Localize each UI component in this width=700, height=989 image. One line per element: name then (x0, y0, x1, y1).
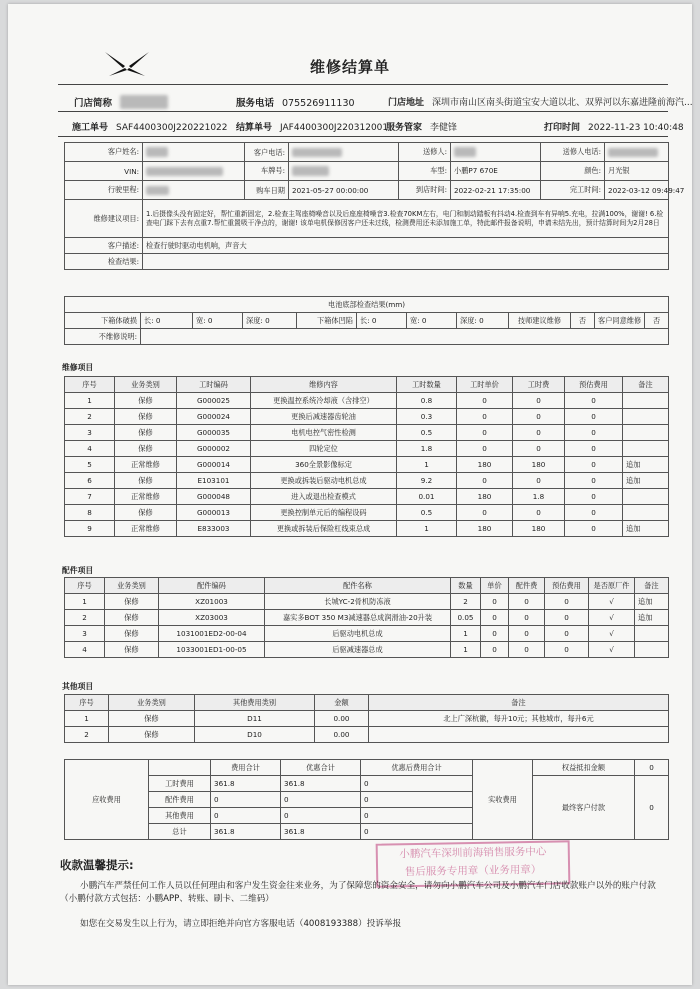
parts-cell: 0 (509, 626, 545, 642)
finish-time-value: 2022-03-12 09:49:47 (605, 181, 669, 200)
parts-section-title: 配件项目 (62, 566, 94, 575)
notice-paragraph-1: 小鹏汽车严禁任何工作人员以任何理由和客户发生资金往来业务，为了保障您的资金安全，请勿向小鹏汽车公司及小鹏汽车门店收款账户以外的账户付款（小鹏付款方式包括：小鹏APP、转账、刷卡、二维码） (60, 881, 656, 904)
labor-cell (623, 409, 669, 425)
other-fee-total: 0 (211, 808, 281, 824)
plate-value (292, 166, 329, 176)
other-fee-discount: 0 (281, 808, 361, 824)
labor-row (65, 409, 669, 425)
labor-cell: 1 (65, 393, 115, 409)
labor-cell: G000014 (177, 457, 251, 473)
parts-cell (635, 642, 669, 658)
parts-cell: 后驱动电机总成 (265, 626, 451, 642)
damage-wide: 0 (207, 315, 213, 325)
customer-info-table (64, 142, 685, 270)
parts-cell: √ (589, 610, 635, 626)
tech-suggest-label: 技师建议维修 (509, 313, 571, 329)
labor-cell: 0 (513, 409, 565, 425)
mileage-label: 行驶里程: (65, 181, 143, 200)
arrive-time-label: 到店时间: (399, 181, 451, 200)
labor-cell: 1 (397, 521, 457, 537)
other-fee-after: 0 (361, 808, 473, 824)
labor-cell: 追加 (623, 457, 669, 473)
labor-cell: 保修 (115, 473, 177, 489)
labor-cell: 2 (65, 409, 115, 425)
labor-cell: 3 (65, 425, 115, 441)
other-cell: 北上广深杭徽，每升10元；其他城市，每升6元 (369, 711, 669, 727)
parts-cell: 后驱减速器总成 (265, 642, 451, 658)
labor-cell: 更换温控系统冷却液（含排空） (251, 393, 397, 409)
labor-cell: G000002 (177, 441, 251, 457)
labor-cell: 保修 (115, 441, 177, 457)
parts-cell: 1 (65, 594, 105, 610)
labor-header: 工时数量 (397, 377, 457, 393)
labor-table (64, 376, 669, 537)
parts-cell: 保修 (105, 594, 159, 610)
parts-header: 序号 (65, 578, 105, 594)
labor-cell: 1 (397, 457, 457, 473)
parts-header: 单价 (481, 578, 509, 594)
labor-cell: 0 (457, 393, 513, 409)
damage-long: 0 (155, 315, 161, 325)
labor-cell: 0.01 (397, 489, 457, 505)
labor-cell: G000025 (177, 393, 251, 409)
labor-cell: 0 (565, 473, 623, 489)
labor-cell (623, 425, 669, 441)
labor-cell: 180 (513, 457, 565, 473)
other-cell: 保修 (109, 711, 195, 727)
parts-cell: 1033001ED1-00-05 (159, 642, 265, 658)
parts-cell: 长城YC-2骨机防冻液 (265, 594, 451, 610)
vin-label: VIN: (65, 162, 143, 181)
parts-cell: 保修 (105, 626, 159, 642)
labor-cell: 0 (513, 473, 565, 489)
settlement-no-label: 结算单号 (236, 123, 273, 133)
parts-row (65, 642, 669, 658)
sender-phone-label: 送修人电话: (541, 143, 605, 162)
labor-header: 维修内容 (251, 377, 397, 393)
stamp-line-1: 小鹏汽车深圳前海销售服务中心 (399, 845, 547, 861)
dent-wide-label: 宽: (410, 315, 420, 325)
tech-suggest-value: 否 (571, 313, 595, 329)
customer-agree-value: 否 (645, 313, 669, 329)
dent-long: 0 (371, 315, 377, 325)
battery-check-table (64, 296, 669, 345)
sender-phone (608, 148, 658, 157)
labor-section-title: 维修项目 (62, 363, 94, 372)
divider (58, 84, 668, 85)
labor-fee-label: 工时费用 (149, 776, 211, 792)
labor-cell: 更换控制单元后的编程设码 (251, 505, 397, 521)
work-order-no: SAF4400300J220221022 (116, 123, 228, 133)
col-after-discount: 优惠后费用合计 (361, 760, 473, 776)
vin-value (146, 167, 223, 176)
battery-damage-label: 下箱体破损 (65, 313, 141, 329)
parts-fee-discount: 0 (281, 792, 361, 808)
labor-cell: 0 (565, 441, 623, 457)
labor-cell: 0 (565, 457, 623, 473)
parts-cell: √ (589, 594, 635, 610)
parts-row (65, 594, 669, 610)
labor-row (65, 521, 669, 537)
parts-cell: √ (589, 642, 635, 658)
dent-long-label: 长: (360, 315, 370, 325)
labor-cell: 0 (457, 441, 513, 457)
customer-desc-label: 客户描述: (65, 238, 143, 254)
labor-cell: 正常维修 (115, 489, 177, 505)
other-cell: D10 (195, 727, 315, 743)
parts-fee-after: 0 (361, 792, 473, 808)
parts-header: 数量 (451, 578, 481, 594)
parts-cell: 保修 (105, 642, 159, 658)
labor-row (65, 457, 669, 473)
final-payment-label: 最终客户付款 (533, 776, 635, 840)
labor-cell: 0 (513, 505, 565, 521)
parts-row (65, 610, 669, 626)
suggestion-text: 1.后摄像头没有固定好，帮忙重新固定，2.检查主驾座椅噪音以及后座座椅噪音3.检查70KM左右，电门和制动踏板有抖动4.检查到车有异响5.充电，拉满100%，谢谢! 6.检查电门踩下去有点重7.帮忙重置吸干净点的，谢谢! 该单电机保修因客户还未过线，检测费用还未添加施工单，特此邮件报备说明，申请未结先出，预计结算时间为2月28日 (143, 200, 669, 238)
parts-cell: 0 (509, 594, 545, 610)
parts-cell: 追加 (635, 610, 669, 626)
other-row (65, 727, 669, 743)
labor-cell: 0 (457, 505, 513, 521)
customer-desc-text: 检查行驶时驱动电机响，声音大 (143, 238, 669, 254)
labor-cell: 9 (65, 521, 115, 537)
parts-fee-total: 0 (211, 792, 281, 808)
labor-cell: E833003 (177, 521, 251, 537)
mileage-value (146, 186, 169, 195)
labor-cell: 更换后减速器齿轮油 (251, 409, 397, 425)
parts-cell: 2 (65, 610, 105, 626)
labor-cell: 正常维修 (115, 521, 177, 537)
labor-cell: 更换或拆装后驱动电机总成 (251, 473, 397, 489)
labor-cell: 正常维修 (115, 457, 177, 473)
labor-fee-discount: 361.8 (281, 776, 361, 792)
labor-header: 工时编码 (177, 377, 251, 393)
labor-cell: 保修 (115, 393, 177, 409)
grand-after: 0 (361, 824, 473, 840)
labor-cell: 0 (565, 521, 623, 537)
battery-title: 电池底部检查结果(mm) (65, 297, 669, 313)
store-name (120, 95, 168, 109)
grand-discount: 361.8 (281, 824, 361, 840)
labor-header: 业务类别 (115, 377, 177, 393)
advisor-name: 李健锋 (430, 123, 458, 133)
sender-label: 送修人: (399, 143, 451, 162)
notice-paragraph-2: 如您在交易发生以上行为，请立即拒绝并向官方客服电话（4008193388）投诉举报 (80, 919, 402, 929)
parts-cell: 0.05 (451, 610, 481, 626)
labor-cell: 5 (65, 457, 115, 473)
parts-cell: 保修 (105, 610, 159, 626)
parts-cell: 0 (509, 642, 545, 658)
grand-total-label: 总计 (149, 824, 211, 840)
labor-cell: 4 (65, 441, 115, 457)
col-total: 费用合计 (211, 760, 281, 776)
dent-deep-label: 深度: (460, 315, 477, 325)
other-cell: 2 (65, 727, 109, 743)
labor-row (65, 473, 669, 489)
labor-cell: 6 (65, 473, 115, 489)
parts-cell: 0 (545, 594, 589, 610)
labor-cell: 0 (565, 489, 623, 505)
settlement-no: JAF4400300J220312001 (280, 123, 389, 133)
work-order-label: 施工单号 (72, 123, 109, 133)
other-header: 其他费用类别 (195, 695, 315, 711)
arrive-time-value: 2022-02-21 17:35:00 (451, 181, 541, 200)
parts-header: 是否原厂件 (589, 578, 635, 594)
labor-fee-after: 0 (361, 776, 473, 792)
labor-cell: 0.5 (397, 425, 457, 441)
other-cell: 0.00 (315, 727, 369, 743)
parts-cell: 0 (509, 610, 545, 626)
other-header: 金额 (315, 695, 369, 711)
labor-cell: 180 (457, 489, 513, 505)
other-cell: 0.00 (315, 711, 369, 727)
customer-name (146, 147, 168, 157)
no-repair-reason-label: 不维修说明: (65, 329, 141, 345)
check-result-text (143, 254, 669, 270)
parts-cell: 1031001ED2-00-04 (159, 626, 265, 642)
parts-header: 备注 (635, 578, 669, 594)
labor-cell: 四轮定位 (251, 441, 397, 457)
parts-header: 配件编码 (159, 578, 265, 594)
labor-cell: 0 (513, 425, 565, 441)
parts-cell: 4 (65, 642, 105, 658)
labor-cell: 0 (457, 473, 513, 489)
parts-header: 预估费用 (545, 578, 589, 594)
labor-row (65, 393, 669, 409)
print-time-label: 打印时间 (544, 123, 581, 133)
finish-time-label: 完工时间: (541, 181, 605, 200)
service-phone: 075526911130 (282, 98, 355, 109)
col-discount: 优惠合计 (281, 760, 361, 776)
parts-fee-label: 配件费用 (149, 792, 211, 808)
divider (58, 136, 668, 137)
other-cell (369, 727, 669, 743)
dent-wide: 0 (421, 315, 427, 325)
labor-cell: 保修 (115, 425, 177, 441)
labor-cell: 0 (457, 425, 513, 441)
parts-cell: 1 (451, 626, 481, 642)
other-fee-label: 其他费用 (149, 808, 211, 824)
labor-cell: G000013 (177, 505, 251, 521)
document-title: 维修结算单 (309, 58, 390, 76)
grand-total: 361.8 (211, 824, 281, 840)
labor-cell: 1.8 (397, 441, 457, 457)
labor-cell: 保修 (115, 409, 177, 425)
labor-cell: G000035 (177, 425, 251, 441)
final-payment-value: 0 (635, 776, 669, 840)
labor-cell: 保修 (115, 505, 177, 521)
parts-cell: 0 (481, 642, 509, 658)
check-result-label: 检查结果: (65, 254, 143, 270)
parts-cell (635, 626, 669, 642)
store-address: 深圳市南山区南头街道宝安大道以北、双界河以东嘉进隆前海汽... (432, 98, 693, 108)
labor-cell: 追加 (623, 473, 669, 489)
damage-deep-label: 深度: (246, 315, 263, 325)
suggestion-label: 维修建议项目: (65, 200, 143, 238)
other-header: 业务类别 (109, 695, 195, 711)
labor-cell: 0 (565, 393, 623, 409)
labor-cell: 更换或拆装后保险杠线束总成 (251, 521, 397, 537)
labor-cell: 0 (457, 409, 513, 425)
summary-table (64, 759, 669, 840)
advisor-label: 服务管家 (386, 123, 423, 133)
other-header: 序号 (65, 695, 109, 711)
parts-cell: XZ03003 (159, 610, 265, 626)
labor-cell: 0 (565, 425, 623, 441)
other-cell: 保修 (109, 727, 195, 743)
parts-table (64, 577, 669, 658)
damage-long-label: 长: (144, 315, 154, 325)
labor-cell: 电机电控气密性检测 (251, 425, 397, 441)
labor-header: 备注 (623, 377, 669, 393)
model-label: 车型: (399, 162, 451, 181)
parts-cell: √ (589, 626, 635, 642)
parts-cell: 0 (481, 610, 509, 626)
dent-deep: 0 (479, 315, 484, 325)
customer-agree-label: 客户同意维修 (595, 313, 645, 329)
labor-row (65, 441, 669, 457)
labor-cell: 180 (457, 457, 513, 473)
labor-cell: 0.8 (397, 393, 457, 409)
labor-cell: 0 (513, 441, 565, 457)
labor-cell: 180 (457, 521, 513, 537)
receivable-label: 应收费用 (65, 760, 149, 840)
color-value: 月光银 (605, 162, 669, 181)
actual-received-label: 实收费用 (473, 760, 533, 840)
labor-cell: 1.8 (513, 489, 565, 505)
labor-header: 工时费 (513, 377, 565, 393)
parts-cell: 0 (545, 610, 589, 626)
parts-cell: 0 (481, 626, 509, 642)
labor-cell: 360全景影像标定 (251, 457, 397, 473)
sender-name (454, 147, 476, 157)
deduct-label: 权益抵扣金额 (533, 760, 635, 776)
other-row (65, 711, 669, 727)
labor-cell: 0 (565, 409, 623, 425)
labor-cell: 180 (513, 521, 565, 537)
parts-cell: 0 (545, 626, 589, 642)
service-phone-label: 服务电话 (236, 98, 275, 109)
buy-date-value: 2021-05-27 00:00:00 (289, 181, 399, 200)
plate-label: 车牌号: (245, 162, 289, 181)
labor-row (65, 505, 669, 521)
customer-phone-label: 客户电话: (245, 143, 289, 162)
labor-cell (623, 393, 669, 409)
labor-header: 序号 (65, 377, 115, 393)
parts-cell: 2 (451, 594, 481, 610)
store-address-label: 门店地址 (388, 98, 425, 108)
customer-name-label: 客户姓名: (65, 143, 143, 162)
labor-cell: 进入或退出检查模式 (251, 489, 397, 505)
divider (58, 111, 668, 112)
other-fees-table (64, 694, 669, 743)
parts-cell: 0 (545, 642, 589, 658)
notice-heading: 收款温馨提示: (60, 858, 134, 872)
parts-cell: 嘉实多BOT 350 M3减速器总成润滑油-20升装 (265, 610, 451, 626)
labor-cell: G000024 (177, 409, 251, 425)
labor-cell: 0 (513, 393, 565, 409)
labor-cell (623, 441, 669, 457)
other-cell: D11 (195, 711, 315, 727)
parts-cell: 0 (481, 594, 509, 610)
labor-cell: 7 (65, 489, 115, 505)
labor-cell: G000048 (177, 489, 251, 505)
parts-row (65, 626, 669, 642)
labor-cell (623, 505, 669, 521)
parts-header: 配件名称 (265, 578, 451, 594)
labor-row (65, 425, 669, 441)
print-time: 2022-11-23 10:40:48 (588, 123, 684, 133)
labor-header: 工时单价 (457, 377, 513, 393)
labor-cell: 9.2 (397, 473, 457, 489)
buy-date-label: 购车日期 (245, 181, 289, 200)
deduct-value: 0 (635, 760, 669, 776)
parts-cell: 3 (65, 626, 105, 642)
parts-cell: 追加 (635, 594, 669, 610)
parts-cell: XZ01003 (159, 594, 265, 610)
damage-wide-label: 宽: (196, 315, 206, 325)
model-value: 小鹏P7 670E (451, 162, 541, 181)
labor-cell (623, 489, 669, 505)
customer-phone (292, 148, 342, 157)
other-cell: 1 (65, 711, 109, 727)
stamp-line-2: 售后服务专用章（业务用章） (404, 863, 542, 879)
parts-cell: 1 (451, 642, 481, 658)
damage-deep: 0 (265, 315, 270, 325)
parts-header: 业务类别 (105, 578, 159, 594)
labor-cell: 8 (65, 505, 115, 521)
store-name-label: 门店简称 (74, 98, 113, 109)
labor-cell: 0 (565, 505, 623, 521)
battery-dent-label: 下箱体凹陷 (297, 313, 357, 329)
labor-cell: 追加 (623, 521, 669, 537)
labor-cell: E103101 (177, 473, 251, 489)
labor-cell: 0.5 (397, 505, 457, 521)
parts-header: 配件费 (509, 578, 545, 594)
color-label: 颜色: (541, 162, 605, 181)
labor-fee-total: 361.8 (211, 776, 281, 792)
other-header: 备注 (369, 695, 669, 711)
labor-cell: 0.3 (397, 409, 457, 425)
labor-header: 预估费用 (565, 377, 623, 393)
labor-row (65, 489, 669, 505)
settlement-document (8, 4, 692, 985)
other-section-title: 其他项目 (62, 682, 94, 691)
